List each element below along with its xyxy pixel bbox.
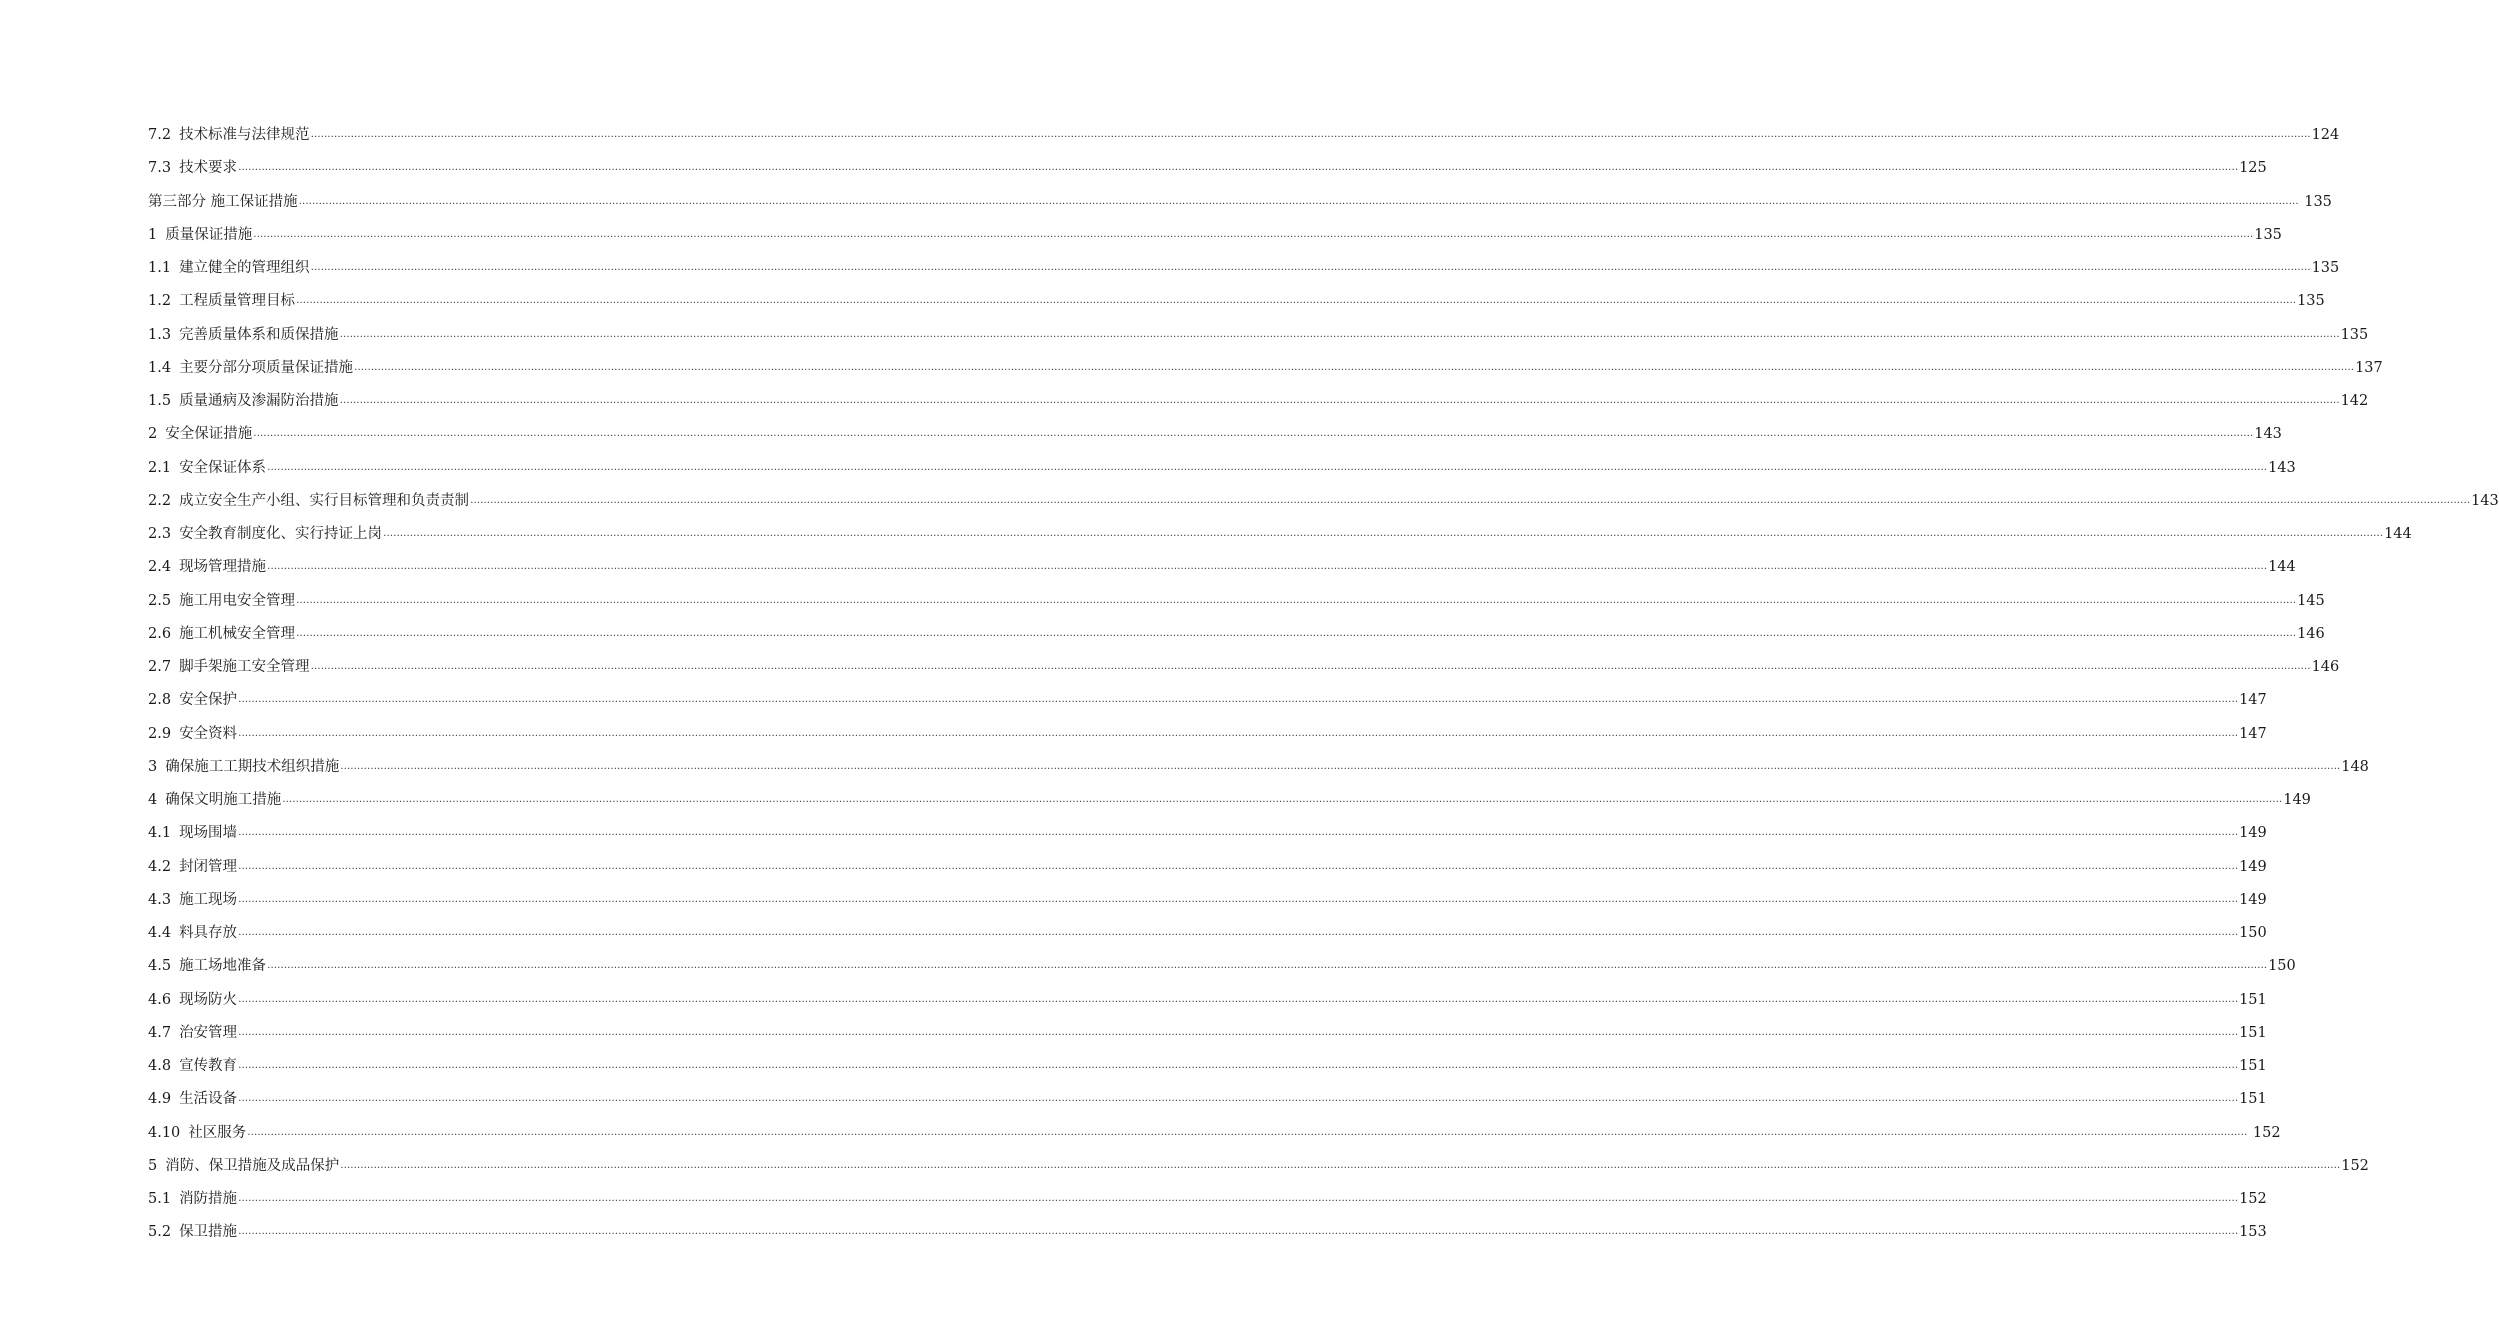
toc-entry[interactable] <box>148 553 2296 577</box>
toc-entry-page: 135 <box>2311 260 2340 276</box>
toc-entry-page: 149 <box>2239 825 2267 842</box>
toc-dot-leader: …………………………………………………………………………………………………………………………………………………………………………………………………………………………………………………………………………………………………………………………………………………………………………………………………………………………………………………………………………………………………………………………………………………… <box>310 661 2311 672</box>
toc-entry[interactable] <box>148 154 2267 178</box>
toc-entry[interactable] <box>148 1152 2369 1176</box>
toc-entry-title: 消防措施 <box>179 1191 238 1207</box>
toc-entry[interactable] <box>148 454 2296 478</box>
toc-entry-number: 5 <box>148 1157 158 1174</box>
toc-entry-page: 151 <box>2239 991 2267 1008</box>
toc-entry-title: 保卫措施 <box>179 1224 238 1241</box>
toc-entry-page: 147 <box>2239 725 2267 742</box>
toc-entry-page: 151 <box>2239 1024 2267 1041</box>
toc-entry-page: 152 <box>2239 1191 2267 1207</box>
toc-entry-number: 1 <box>148 226 158 243</box>
toc-entry[interactable] <box>148 354 2383 378</box>
toc-entry-number: 4.4 <box>148 925 172 941</box>
toc-entry-page: 150 <box>2239 925 2267 941</box>
toc-entry-number: 5.1 <box>148 1191 172 1207</box>
toc-entry-number: 5.2 <box>148 1224 172 1241</box>
toc-entry-title: 技术要求 <box>179 160 238 177</box>
toc-entry-page: 135 <box>2340 326 2369 343</box>
toc-entry[interactable] <box>148 387 2369 411</box>
toc-dot-leader: …………………………………………………………………………………………………………………………………………………………………………………………………………………………………………………………………………………………………………………………………………………………………………………………………………………………………………………………………………………………………………………………………………………… <box>383 528 2384 539</box>
toc-entry-page: 144 <box>2268 559 2296 576</box>
toc-entry-number: 1.5 <box>148 393 172 409</box>
toc-entry-page: 146 <box>2297 625 2325 642</box>
toc-entry-page: 151 <box>2239 1058 2267 1074</box>
toc-entry[interactable] <box>148 1119 2281 1143</box>
toc-entry-number: 2.2 <box>148 492 172 509</box>
toc-entry-number: 2.6 <box>148 625 172 642</box>
toc-entry-title: 成立安全生产小组、实行目标管理和负责责制 <box>179 492 470 509</box>
toc-entry[interactable] <box>148 420 2282 444</box>
toc-entry-page: 137 <box>2355 359 2383 376</box>
toc-entry-page: 151 <box>2239 1091 2267 1108</box>
toc-entry-page: 148 <box>2341 758 2369 775</box>
toc-entry-title: 社区服务 <box>188 1124 247 1141</box>
toc-entry[interactable] <box>148 720 2267 744</box>
toc-dot-leader: …………………………………………………………………………………………………………………………………………………………………………………………………………………………………………………………………………………………………………………………………………………………………………………………………………………………………………………………………………………………………………………………………………………… <box>238 1060 2239 1071</box>
toc-entry-number: 4.9 <box>148 1091 172 1108</box>
toc-entry-number: 2.3 <box>148 526 172 542</box>
toc-entry-page: 149 <box>2239 858 2267 875</box>
toc-entry-page: 149 <box>2239 891 2267 908</box>
toc-entry-title: 安全保证体系 <box>179 459 267 476</box>
toc-entry[interactable] <box>148 487 2499 511</box>
toc-entry[interactable] <box>148 221 2282 245</box>
toc-entry-page: 135 <box>2297 293 2325 310</box>
toc-dot-leader: …………………………………………………………………………………………………………………………………………………………………………………………………………………………………………………………………………………………………………………………………………………………………………………………………………………………………………………………………………………………………………………………………………………… <box>296 627 2297 639</box>
toc-entry-number: 4.6 <box>148 991 172 1008</box>
toc-entry-title: 生活设备 <box>179 1091 238 1108</box>
toc-entry-title: 安全资料 <box>179 725 238 742</box>
toc-entry-title: 现场管理措施 <box>179 559 267 576</box>
toc-entry[interactable] <box>148 287 2325 311</box>
toc-entry-page: 152 <box>2341 1157 2369 1174</box>
toc-entry[interactable] <box>148 1085 2267 1109</box>
toc-entry-title: 消防、保卫措施及成品保护 <box>165 1157 340 1174</box>
toc-entry-page: 135 <box>2254 226 2282 243</box>
toc-dot-leader: …………………………………………………………………………………………………………………………………………………………………………………………………………………………………………………………………………………………………………………………………………………………………………………………………………………………………………………………………………………………………………………………………………………… <box>238 1226 2239 1238</box>
toc-entry[interactable] <box>148 1185 2267 1209</box>
toc-entry[interactable] <box>148 254 2340 278</box>
toc-entry-title: 安全教育制度化、实行持证上岗 <box>179 526 383 542</box>
toc-entry-number: 7.2 <box>148 127 172 143</box>
toc-entry-number: 3 <box>148 758 158 775</box>
toc-dot-leader: …………………………………………………………………………………………………………………………………………………………………………………………………………………………………………………………………………………………………………………………………………………………………………………………………………………………………………………………………………………………………………………………………………………… <box>238 162 2239 174</box>
toc-entry-title: 工程质量管理目标 <box>179 293 296 310</box>
toc-entry-title: 质量保证措施 <box>165 226 253 243</box>
toc-entry-page: 143 <box>2268 459 2296 476</box>
toc-dot-leader: …………………………………………………………………………………………………………………………………………………………………………………………………………………………………………………………………………………………………………………………………………………………………………………………………………………………………………………………………………………………………………………………………………………… <box>298 195 2299 207</box>
toc-entry-page: 153 <box>2239 1224 2267 1241</box>
toc-entry[interactable] <box>148 587 2325 611</box>
toc-dot-leader: …………………………………………………………………………………………………………………………………………………………………………………………………………………………………………………………………………………………………………………………………………………………………………………………………………………………………………………………………………………………………………………………………………………… <box>238 893 2239 905</box>
toc-dot-leader: …………………………………………………………………………………………………………………………………………………………………………………………………………………………………………………………………………………………………………………………………………………………………………………………………………………………………………………………………………………………………………………………………………………… <box>310 262 2311 273</box>
toc-entry-title: 施工用电安全管理 <box>179 592 296 609</box>
toc-entry[interactable] <box>148 620 2325 644</box>
toc-entry-number: 1.2 <box>148 293 172 310</box>
toc-dot-leader: …………………………………………………………………………………………………………………………………………………………………………………………………………………………………………………………………………………………………………………………………………………………………………………………………………………………………………………………………………………………………………………………………………………… <box>339 395 2340 406</box>
toc-entry-title: 技术标准与法律规范 <box>179 127 310 143</box>
toc-entry-number: 2.9 <box>148 725 172 742</box>
toc-entry-page: 145 <box>2297 592 2325 609</box>
toc-entry[interactable] <box>148 819 2267 843</box>
toc-entry-title: 现场围墙 <box>179 825 238 842</box>
toc-dot-leader: …………………………………………………………………………………………………………………………………………………………………………………………………………………………………………………………………………………………………………………………………………………………………………………………………………………………………………………………………………………………………………………………………………………… <box>238 694 2239 706</box>
toc-entry[interactable] <box>148 753 2369 777</box>
toc-entry-number: 1.1 <box>148 260 172 276</box>
toc-entry[interactable] <box>148 1052 2267 1076</box>
toc-entry-page: 142 <box>2340 393 2369 409</box>
toc-dot-leader: …………………………………………………………………………………………………………………………………………………………………………………………………………………………………………………………………………………………………………………………………………………………………………………………………………………………………………………………………………………………………………………………………………………… <box>470 494 2471 506</box>
toc-entry-page: 124 <box>2311 127 2340 143</box>
toc-entry[interactable] <box>148 520 2412 544</box>
toc-entry-number: 2.7 <box>148 659 172 675</box>
toc-dot-leader: …………………………………………………………………………………………………………………………………………………………………………………………………………………………………………………………………………………………………………………………………………………………………………………………………………………………………………………………………………………………………………………………………………………… <box>253 428 2254 440</box>
toc-entry-number: 1.3 <box>148 326 172 343</box>
toc-entry-title: 完善质量体系和质保措施 <box>179 326 339 343</box>
toc-entry-title: 脚手架施工安全管理 <box>179 659 310 675</box>
toc-entry-number: 4.7 <box>148 1024 172 1041</box>
toc-entry-number: 4.8 <box>148 1058 172 1074</box>
toc-entry[interactable] <box>148 121 2340 145</box>
toc-dot-leader: …………………………………………………………………………………………………………………………………………………………………………………………………………………………………………………………………………………………………………………………………………………………………………………………………………………………………………………………………………………………………………………………………………………… <box>267 461 2268 473</box>
toc-dot-leader: …………………………………………………………………………………………………………………………………………………………………………………………………………………………………………………………………………………………………………………………………………………………………………………………………………………………………………………………………………………………………………………………………………………… <box>340 760 2341 772</box>
toc-entry-number: 2.4 <box>148 559 172 576</box>
toc-dot-leader: …………………………………………………………………………………………………………………………………………………………………………………………………………………………………………………………………………………………………………………………………………………………………………………………………………………………………………………………………………………………………………………………………………………… <box>296 594 2297 606</box>
toc-dot-leader: …………………………………………………………………………………………………………………………………………………………………………………………………………………………………………………………………………………………………………………………………………………………………………………………………………………………………………………………………………………………………………………………………………………… <box>238 1193 2239 1204</box>
toc-entry[interactable] <box>148 986 2267 1010</box>
toc-entry-title: 质量通病及渗漏防治措施 <box>179 393 339 409</box>
toc-dot-leader: …………………………………………………………………………………………………………………………………………………………………………………………………………………………………………………………………………………………………………………………………………………………………………………………………………………………………………………………………………………………………………………………………………………… <box>267 561 2268 573</box>
toc-dot-leader: …………………………………………………………………………………………………………………………………………………………………………………………………………………………………………………………………………………………………………………………………………………………………………………………………………………………………………………………………………………………………………………………………………………… <box>238 1026 2239 1038</box>
toc-dot-leader: …………………………………………………………………………………………………………………………………………………………………………………………………………………………………………………………………………………………………………………………………………………………………………………………………………………………………………………………………………………………………………………………………………………… <box>339 328 2340 340</box>
toc-entry-title: 安全保护 <box>179 692 238 709</box>
toc-entry[interactable] <box>148 188 2332 212</box>
toc-entry-number: 2.8 <box>148 692 172 709</box>
toc-entry-number: 2 <box>148 426 158 443</box>
toc-entry-page: 144 <box>2384 526 2412 542</box>
toc-dot-leader: …………………………………………………………………………………………………………………………………………………………………………………………………………………………………………………………………………………………………………………………………………………………………………………………………………………………………………………………………………………………………………………………………………………… <box>247 1126 2248 1138</box>
toc-entry[interactable] <box>148 919 2267 943</box>
toc-entry-number: 1.4 <box>148 359 172 376</box>
toc-dot-leader: …………………………………………………………………………………………………………………………………………………………………………………………………………………………………………………………………………………………………………………………………………………………………………………………………………………………………………………………………………………………………………………………………………………… <box>282 794 2283 805</box>
toc-dot-leader: …………………………………………………………………………………………………………………………………………………………………………………………………………………………………………………………………………………………………………………………………………………………………………………………………………………………………………………………………………………………………………………………………………………… <box>296 295 2297 307</box>
toc-entry-page: 135 <box>2299 193 2332 210</box>
toc-dot-leader: …………………………………………………………………………………………………………………………………………………………………………………………………………………………………………………………………………………………………………………………………………………………………………………………………………………………………………………………………………………………………………………………………………………… <box>253 228 2254 240</box>
toc-dot-leader: …………………………………………………………………………………………………………………………………………………………………………………………………………………………………………………………………………………………………………………………………………………………………………………………………………………………………………………………………………………………………………………………………………………… <box>340 1159 2341 1171</box>
toc-entry-title: 料具存放 <box>179 925 238 941</box>
toc-entry-number: 2.5 <box>148 592 172 609</box>
toc-entry-page: 143 <box>2471 492 2499 509</box>
toc-entry-page: 150 <box>2268 958 2296 975</box>
toc-entry-title: 主要分部分项质量保证措施 <box>179 359 354 376</box>
toc-entry-title: 建立健全的管理组织 <box>179 260 310 276</box>
toc-entry-number: 4 <box>148 792 158 808</box>
toc-entry-number: 2.1 <box>148 459 172 476</box>
toc-dot-leader: …………………………………………………………………………………………………………………………………………………………………………………………………………………………………………………………………………………………………………………………………………………………………………………………………………………………………………………………………………………………………………………………………………………… <box>354 361 2355 373</box>
toc-entry[interactable] <box>148 321 2369 345</box>
toc-entry[interactable] <box>148 1019 2267 1043</box>
toc-entry[interactable] <box>148 653 2340 677</box>
toc-entry-page: 125 <box>2239 160 2267 177</box>
toc-entry-number: 4.2 <box>148 858 172 875</box>
toc-entry-number: 4.5 <box>148 958 172 975</box>
toc-entry-title: 现场防火 <box>179 991 238 1008</box>
toc-entry-number: 4.10 <box>148 1124 181 1141</box>
toc-dot-leader: …………………………………………………………………………………………………………………………………………………………………………………………………………………………………………………………………………………………………………………………………………………………………………………………………………………………………………………………………………………………………………………………………………………… <box>310 129 2311 140</box>
toc-entry-title: 治安管理 <box>179 1024 238 1041</box>
toc-entry-title: 封闭管理 <box>179 858 238 875</box>
toc-dot-leader: …………………………………………………………………………………………………………………………………………………………………………………………………………………………………………………………………………………………………………………………………………………………………………………………………………………………………………………………………………………………………………………………………………………… <box>238 927 2239 938</box>
toc-entry[interactable] <box>148 686 2267 710</box>
toc-entry-title: 第三部分 施工保证措施 <box>148 193 298 210</box>
toc-entry-title: 确保施工工期技术组织措施 <box>165 758 340 775</box>
toc-dot-leader: …………………………………………………………………………………………………………………………………………………………………………………………………………………………………………………………………………………………………………………………………………………………………………………………………………………………………………………………………………………………………………………………………………………… <box>238 993 2239 1005</box>
toc-entry-number: 4.3 <box>148 891 172 908</box>
toc-dot-leader: …………………………………………………………………………………………………………………………………………………………………………………………………………………………………………………………………………………………………………………………………………………………………………………………………………………………………………………………………………………………………………………………………………………… <box>267 960 2268 972</box>
toc-entry-number: 4.1 <box>148 825 172 842</box>
toc-entry[interactable] <box>148 952 2296 976</box>
toc-dot-leader: …………………………………………………………………………………………………………………………………………………………………………………………………………………………………………………………………………………………………………………………………………………………………………………………………………………………………………………………………………………………………………………………………………………… <box>238 727 2239 739</box>
toc-entry-page: 146 <box>2311 659 2340 675</box>
toc-entry-title: 安全保证措施 <box>165 426 253 443</box>
toc-entry-page: 147 <box>2239 692 2267 709</box>
toc-entry[interactable] <box>148 886 2267 910</box>
toc-entry[interactable] <box>148 1218 2267 1242</box>
toc-entry[interactable] <box>148 786 2311 810</box>
toc-entry-title: 宣传教育 <box>179 1058 238 1074</box>
toc-entry-title: 确保文明施工措施 <box>165 792 282 808</box>
toc-entry-page: 149 <box>2283 792 2311 808</box>
toc-entry-title: 施工现场 <box>179 891 238 908</box>
toc-entry-title: 施工机械安全管理 <box>179 625 296 642</box>
toc-entry-title: 施工场地准备 <box>179 958 267 975</box>
toc-entry-page: 152 <box>2248 1124 2281 1141</box>
toc-dot-leader: …………………………………………………………………………………………………………………………………………………………………………………………………………………………………………………………………………………………………………………………………………………………………………………………………………………………………………………………………………………………………………………………………………………… <box>238 1093 2239 1105</box>
toc-entry[interactable] <box>148 853 2267 877</box>
toc-entry-page: 143 <box>2254 426 2282 443</box>
toc-dot-leader: …………………………………………………………………………………………………………………………………………………………………………………………………………………………………………………………………………………………………………………………………………………………………………………………………………………………………………………………………………………………………………………………………………………… <box>238 827 2239 839</box>
toc-dot-leader: …………………………………………………………………………………………………………………………………………………………………………………………………………………………………………………………………………………………………………………………………………………………………………………………………………………………………………………………………………………………………………………………………………………… <box>238 860 2239 872</box>
toc-entry-number: 7.3 <box>148 160 172 177</box>
